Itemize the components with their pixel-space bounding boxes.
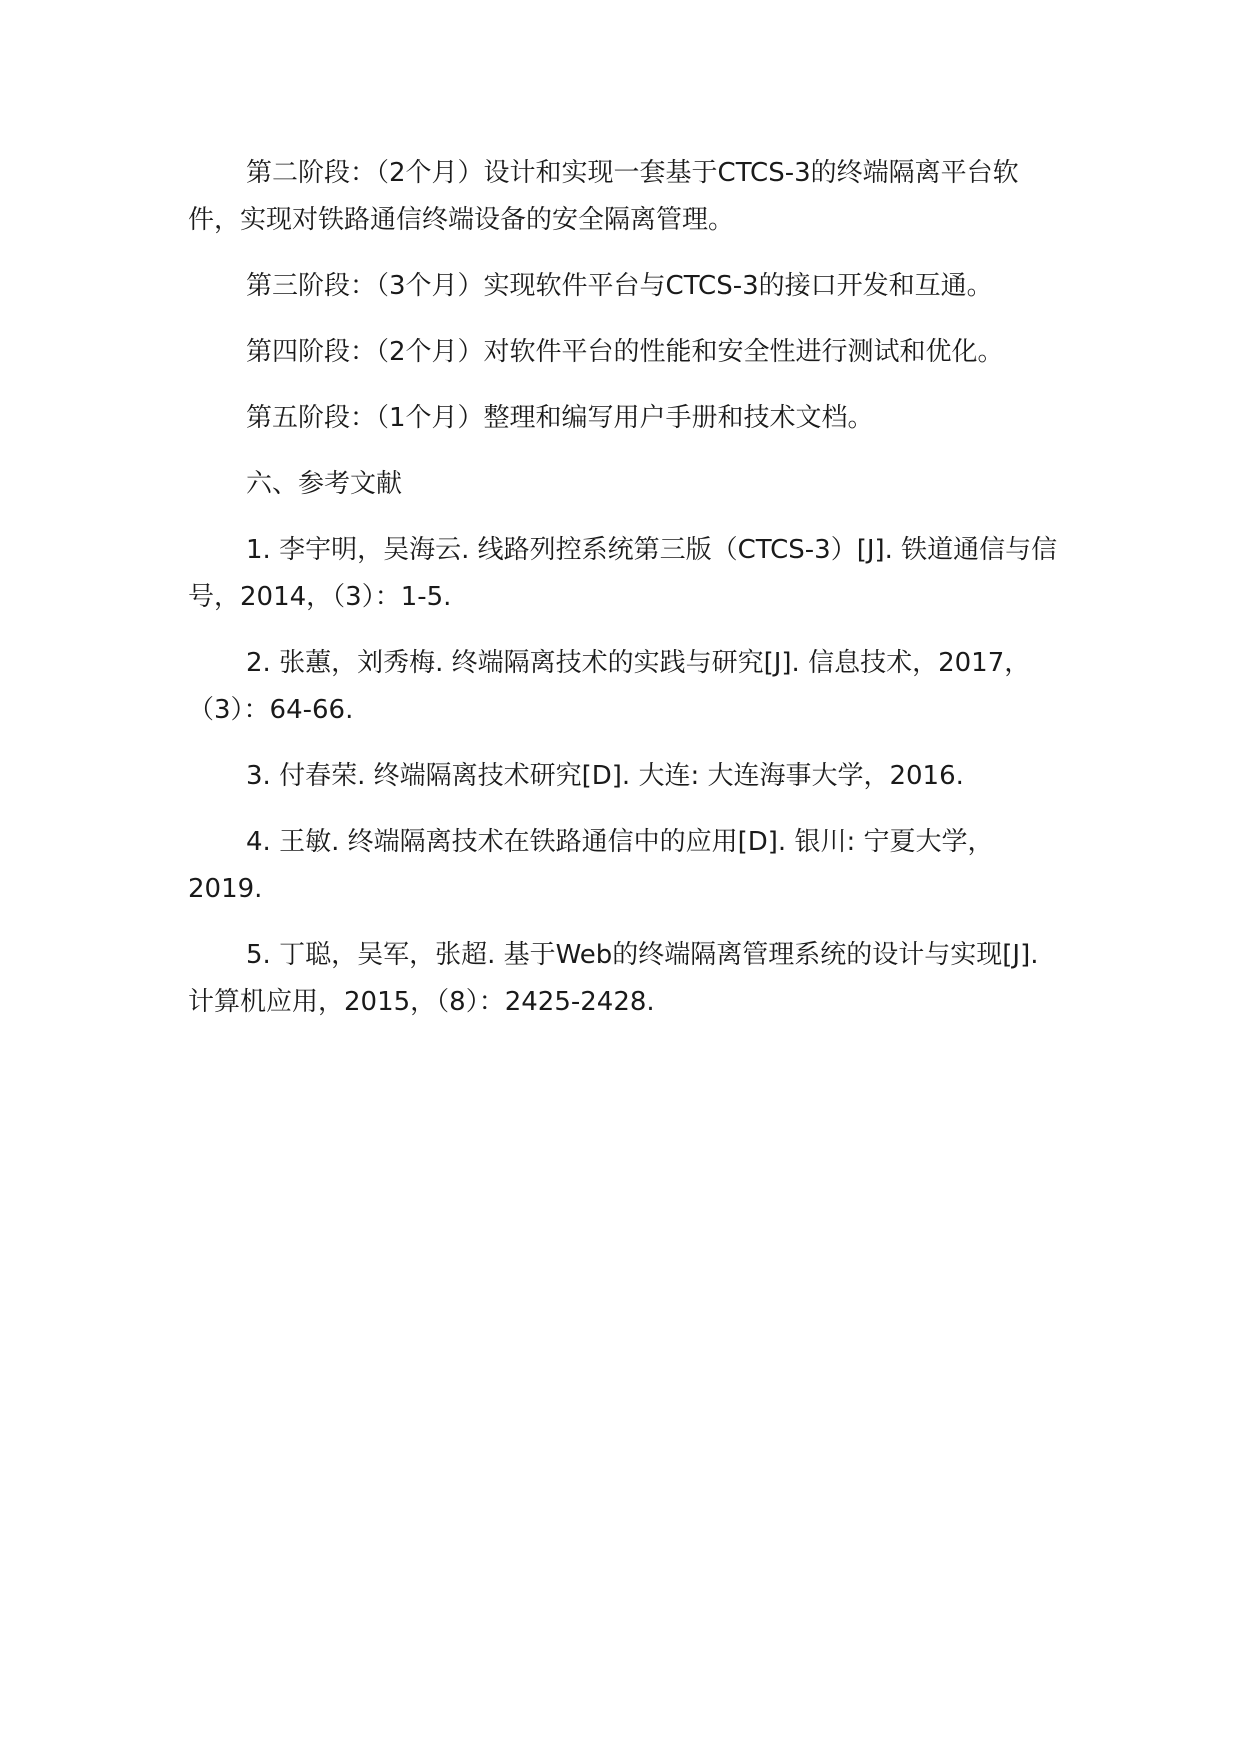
references-heading: 六、参考文献 <box>246 469 403 499</box>
phase-3-paragraph: 第三阶段：（3个月）实现软件平台与CTCS-3的接口开发和互通。 <box>246 271 993 301</box>
phase-5-paragraph: 第五阶段：（1个月）整理和编写用户手册和技术文档。 <box>246 403 874 433</box>
reference-item-4: 4. 王敏. 终端隔离技术在铁路通信中的应用[D]. 银川: 宁夏大学，2019. <box>188 827 994 904</box>
document-body <box>188 150 1060 1045</box>
phase-2-paragraph: 第二阶段：（2个月）设计和实现一套基于CTCS-3的终端隔离平台软件，实现对铁路通信终端设备的安全隔离管理。 <box>188 158 1019 235</box>
reference-item-5: 5. 丁聪，吴军，张超. 基于Web的终端隔离管理系统的设计与实现[J]. 计算机应用，2015，（8）：2425-2428. <box>188 940 1039 1017</box>
phase-4-paragraph: 第四阶段：（2个月）对软件平台的性能和安全性进行测试和优化。 <box>246 337 1004 367</box>
reference-item-2: 2. 张蕙，刘秀梅. 终端隔离技术的实践与研究[J]. 信息技术，2017，（3）：64-66. <box>188 648 1031 725</box>
reference-item-1: 1. 李宇明，吴海云. 线路列控系统第三版（CTCS-3）[J]. 铁道通信与信号，2014，（3）：1-5. <box>188 535 1058 612</box>
reference-item-3: 3. 付春荣. 终端隔离技术研究[D]. 大连: 大连海事大学，2016. <box>246 761 964 791</box>
